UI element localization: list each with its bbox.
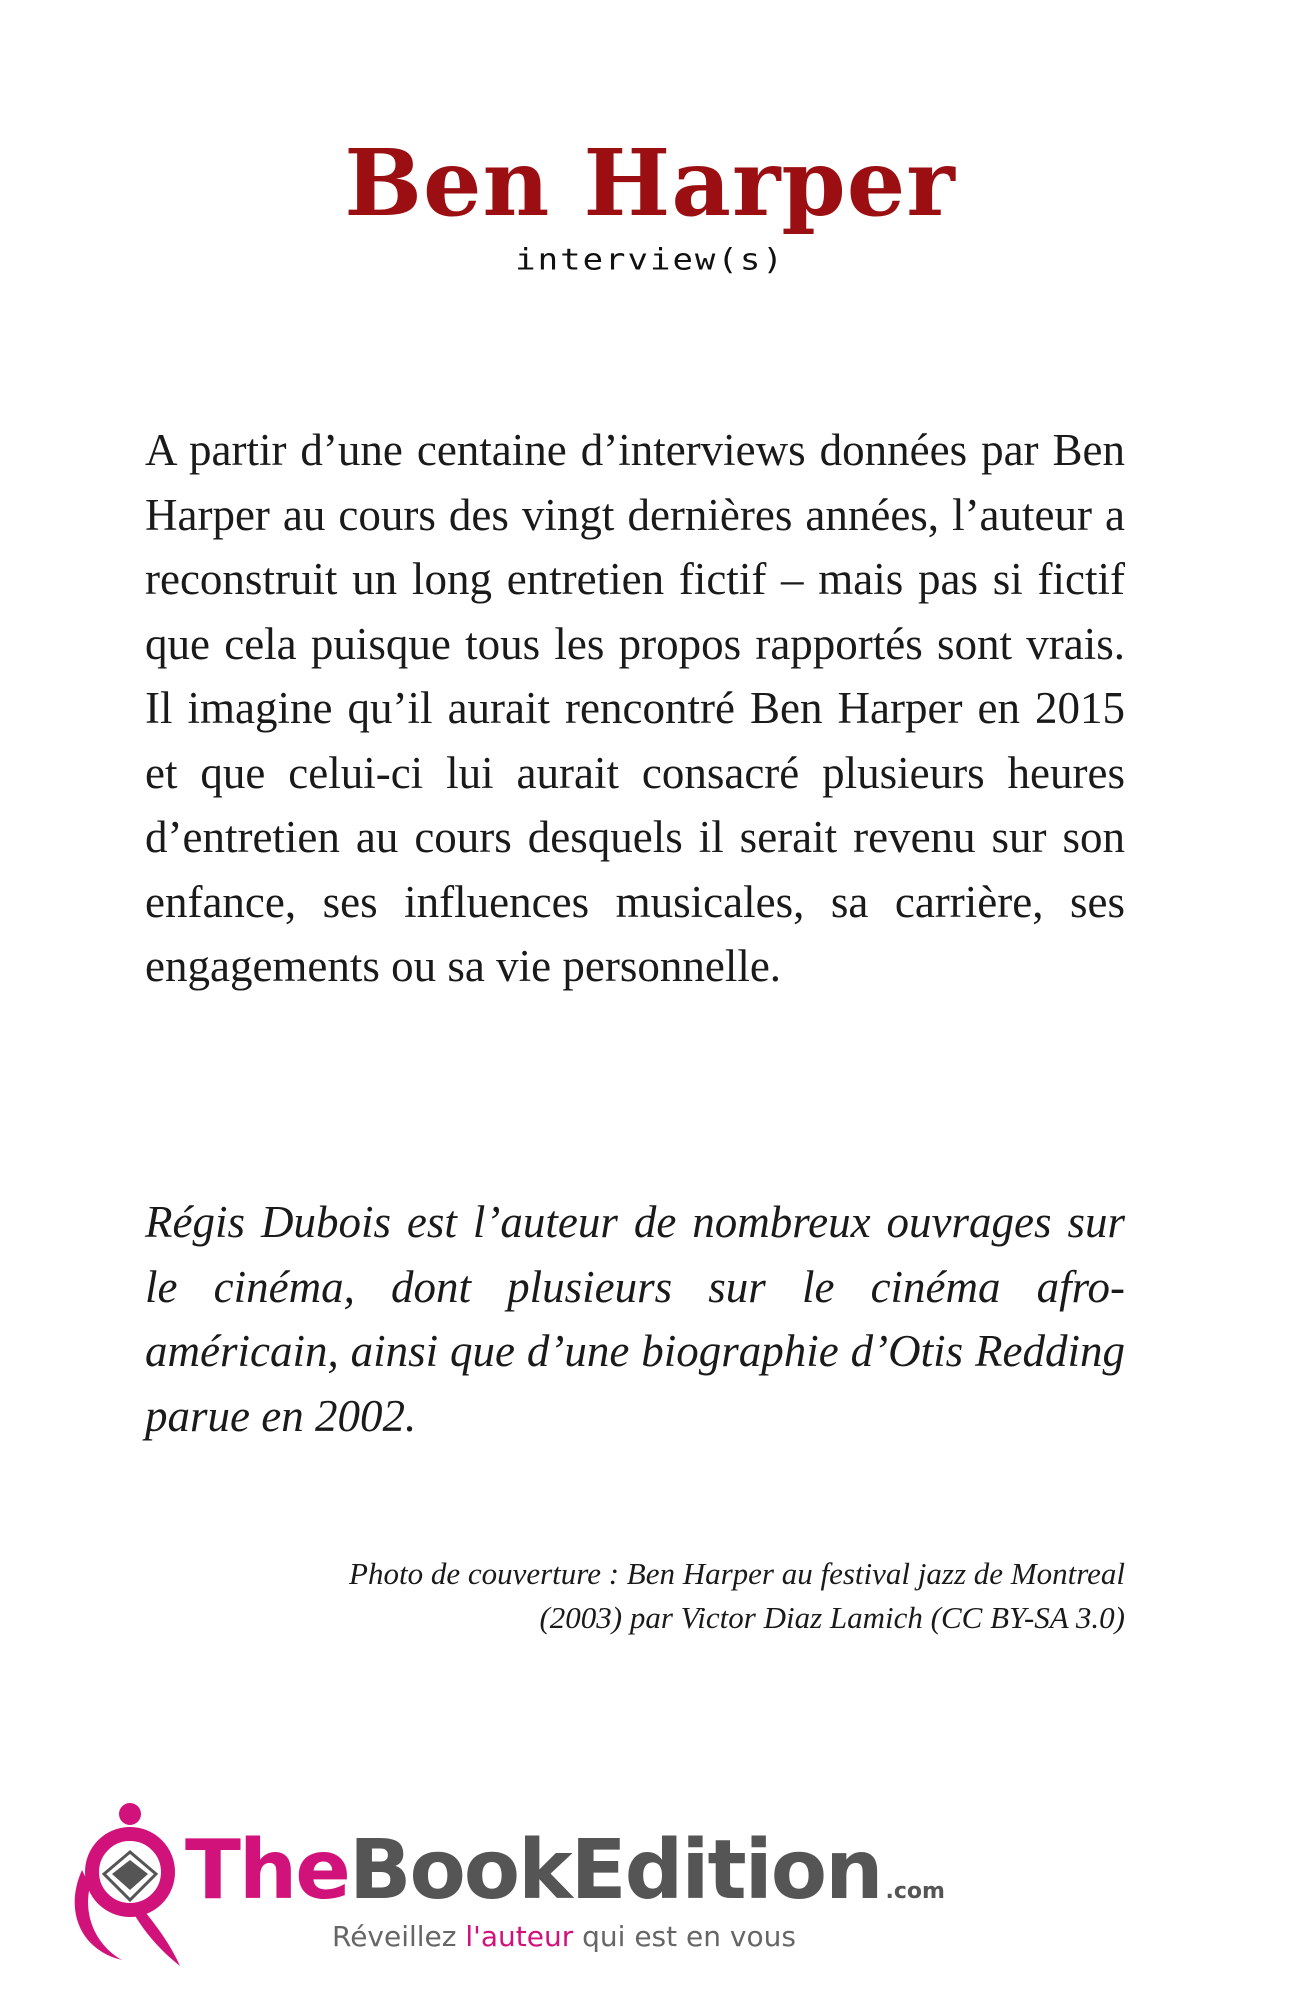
photo-credit-line-2: (2003) par Victor Diaz Lamich (CC BY-SA 3.0): [539, 1600, 1125, 1635]
tagline-start: Réveillez: [332, 1920, 466, 1953]
photo-credit: [145, 1552, 1125, 1640]
logo-com: .com: [885, 1879, 945, 1904]
logo-book-edition: BookEdition: [348, 1823, 882, 1918]
thebookedition-logo-icon: [60, 1800, 190, 1970]
back-cover-blurb: A partir d’une centaine d’interviews données par Ben Harper au cours des vingt dernières années, l’auteur a reconstruit un long entretien fictif – mais pas si fictif que cela puisque tous les propos rapportés sont vrais. Il imagine qu’il aurait rencontré Ben Harper en 2015 et que celui-ci lui aurait consacré plusieurs heures d’entretien au cours desquels il serait revenu sur son enfance, ses influences musicales, sa carrière, ses engagements ou sa vie personnelle.: [145, 425, 1125, 991]
book-title: Ben Harper: [344, 129, 956, 237]
publisher-logo: [60, 1800, 945, 1980]
logo-the: The: [185, 1823, 349, 1918]
photo-credit-line-1: Photo de couverture : Ben Harper au festival jazz de Montreal: [349, 1556, 1125, 1591]
tagline-end: qui est en vous: [573, 1920, 796, 1953]
book-subtitle: interview(s): [515, 243, 785, 277]
author-bio: Régis Dubois est l’auteur de nombreux ouvrages sur le cinéma, dont plusieurs sur le cinéma afro-américain, ainsi que d’une biographie d’Otis Redding parue en 2002.: [145, 1197, 1125, 1441]
logo-tagline: [332, 1920, 796, 1954]
tagline-accent: l'auteur: [465, 1920, 574, 1953]
